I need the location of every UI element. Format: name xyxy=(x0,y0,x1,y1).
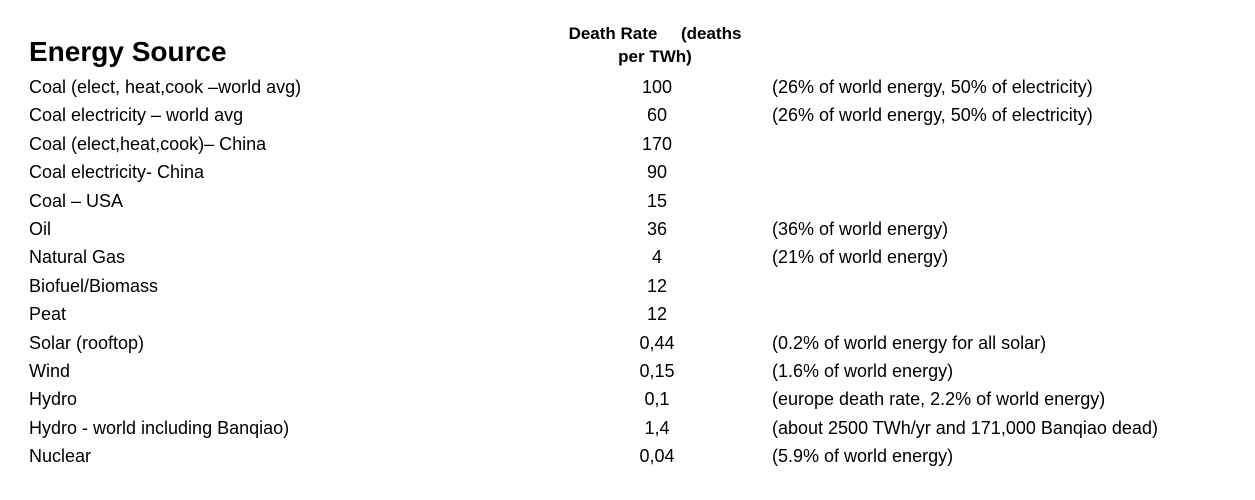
table-row xyxy=(0,329,1255,357)
energy-source-cell: Oil xyxy=(29,218,51,239)
death-rate-cell: 0,15 xyxy=(639,360,675,381)
table-row xyxy=(0,73,1255,101)
note-cell: (5.9% of world energy) xyxy=(772,446,954,467)
note-cell: (21% of world energy) xyxy=(772,247,949,268)
note-cell: (26% of world energy, 50% of electricity) xyxy=(772,77,1093,97)
table-row xyxy=(0,101,1255,129)
table-row xyxy=(0,158,1255,186)
table-row xyxy=(0,357,1255,385)
energy-source-cell: Nuclear xyxy=(29,446,92,467)
death-rate-cell: 0,44 xyxy=(639,332,675,353)
death-rate-cell: 12 xyxy=(646,304,668,325)
death-rate-cell: 36 xyxy=(646,218,668,239)
energy-source-cell: Coal (elect,heat,cook)– China xyxy=(29,133,267,154)
energy-source-cell: Coal (elect, heat,cook –world avg) xyxy=(29,77,302,97)
energy-source-cell: Natural Gas xyxy=(29,247,126,268)
energy-source-cell: Coal electricity – world avg xyxy=(29,105,244,126)
death-rate-heading-line1: Death Rate (deaths xyxy=(568,24,742,43)
death-rate-cell: 100 xyxy=(641,77,673,97)
death-rate-cell: 12 xyxy=(646,275,668,296)
note-cell: (1.6% of world energy) xyxy=(772,360,954,381)
death-rate-heading-line2: per TWh) xyxy=(618,47,692,66)
energy-source-cell: Peat xyxy=(29,304,67,325)
death-rate-cell: 0,1 xyxy=(644,389,670,410)
table-row xyxy=(0,300,1255,328)
table-row xyxy=(0,414,1255,442)
table-row xyxy=(0,442,1255,470)
energy-source-cell: Biofuel/Biomass xyxy=(29,275,159,296)
note-cell: (36% of world energy) xyxy=(772,218,949,239)
table-row xyxy=(0,215,1255,243)
death-rate-cell: 1,4 xyxy=(644,417,670,438)
energy-source-heading: Energy Source xyxy=(29,36,227,67)
death-rate-cell: 60 xyxy=(646,105,668,126)
death-rate-cell: 15 xyxy=(646,190,668,211)
table-row xyxy=(0,130,1255,158)
death-rate-cell: 90 xyxy=(646,162,668,183)
energy-source-cell: Coal – USA xyxy=(29,190,124,211)
table-row xyxy=(0,243,1255,271)
death-rate-heading xyxy=(540,22,770,68)
note-cell: (about 2500 TWh/yr and 171,000 Banqiao dead) xyxy=(772,417,1158,438)
death-rate-cell: 4 xyxy=(651,247,662,268)
table-row xyxy=(0,272,1255,300)
note-cell: (europe death rate, 2.2% of world energy) xyxy=(772,389,1106,410)
energy-source-cell: Coal electricity- China xyxy=(29,162,205,183)
death-rate-cell: 0,04 xyxy=(639,446,675,467)
energy-source-cell: Solar (rooftop) xyxy=(29,332,145,353)
energy-source-cell: Wind xyxy=(29,360,71,381)
death-rate-cell: 170 xyxy=(641,133,673,154)
table-row xyxy=(0,385,1255,413)
table-row xyxy=(0,187,1255,215)
energy-source-cell: Hydro - world including Banqiao) xyxy=(29,417,290,438)
energy-source-cell: Hydro xyxy=(29,389,78,410)
note-cell: (0.2% of world energy for all solar) xyxy=(772,332,1047,353)
energy-table xyxy=(0,73,1255,470)
note-cell: (26% of world energy, 50% of electricity) xyxy=(772,105,1093,126)
